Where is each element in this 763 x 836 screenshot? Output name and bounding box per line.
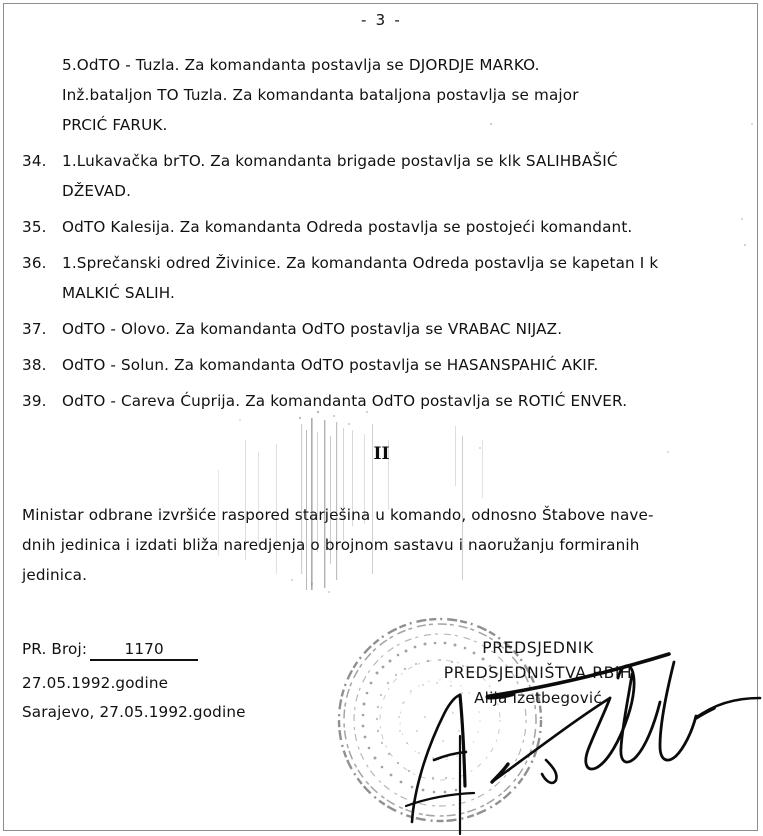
text-line: OdTO - Olovo. Za komandanta OdTO postavlja se VRABAC NIJAZ. (62, 320, 563, 338)
document-body (0, 50, 763, 422)
signature-title-line-2: PREDSJEDNIŠTVA RBiH (443, 664, 633, 682)
reference-label: PR. Broj: (22, 640, 88, 658)
signatory-name: Alija Izetbegović (474, 689, 602, 707)
numbered-item-34 (0, 146, 763, 206)
text-line: 1.Lukavačka brTO. Za komandanta brigade postavlja se klk SALIHBAŠIĆ (62, 152, 618, 170)
numbered-item-38 (0, 350, 763, 380)
footer-date: 27.05.1992.godine (22, 674, 169, 692)
item-number: 35. (22, 218, 47, 236)
item-number: 37. (22, 320, 47, 338)
text-line: MALKIĆ SALIH. (62, 284, 176, 302)
paragraph-continuation (0, 50, 763, 140)
text-line: PRCIĆ FARUK. (62, 116, 168, 134)
text-line: OdTO - Solun. Za komandanta OdTO postavlja se HASANSPAHIĆ AKIF. (62, 356, 599, 374)
item-number: 36. (22, 254, 47, 272)
item-number: 34. (22, 152, 47, 170)
section-numeral: II (373, 444, 390, 464)
text-line: Inž.bataljon TO Tuzla. Za komandanta bataljona postavlja se major (62, 86, 579, 104)
text-line: Ministar odbrane izvršiće raspored starješina u komando, odnosno Štabove nave- (22, 506, 654, 524)
signature-title-block (408, 636, 668, 711)
text-line: OdTO - Careva Ćuprija. Za komandanta OdTO postavlja se ROTIĆ ENVER. (62, 392, 628, 410)
item-number: 39. (22, 392, 47, 410)
numbered-item-35 (0, 212, 763, 242)
footer-reference-block (22, 640, 246, 727)
text-line: DŽEVAD. (62, 182, 132, 200)
signature-title-line-1: PREDSJEDNIK (482, 639, 594, 657)
text-line: jedinica. (22, 566, 88, 584)
numbered-item-39 (0, 386, 763, 416)
reference-number: 1170 (90, 640, 198, 661)
numbered-item-36 (0, 248, 763, 308)
numbered-item-37 (0, 314, 763, 344)
page-number: - 3 - (361, 11, 402, 29)
text-line: 5.OdTO - Tuzla. Za komandanta postavlja se DJORDJE MARKO. (62, 56, 540, 74)
reference-row (22, 640, 246, 669)
text-line: OdTO Kalesija. Za komandanta Odreda postavlja se postojeći komandant. (62, 218, 633, 236)
footer-place-date: Sarajevo, 27.05.1992.godine (22, 703, 246, 721)
text-line: 1.Sprečanski odred Živinice. Za komandanta Odreda postavlja se kapetan I k (62, 254, 659, 272)
item-number: 38. (22, 356, 47, 374)
text-line: dnih jedinica i izdati bliža naredjenja o brojnom sastavu i naoružanju formiranih (22, 536, 640, 554)
closing-paragraph (22, 500, 712, 590)
